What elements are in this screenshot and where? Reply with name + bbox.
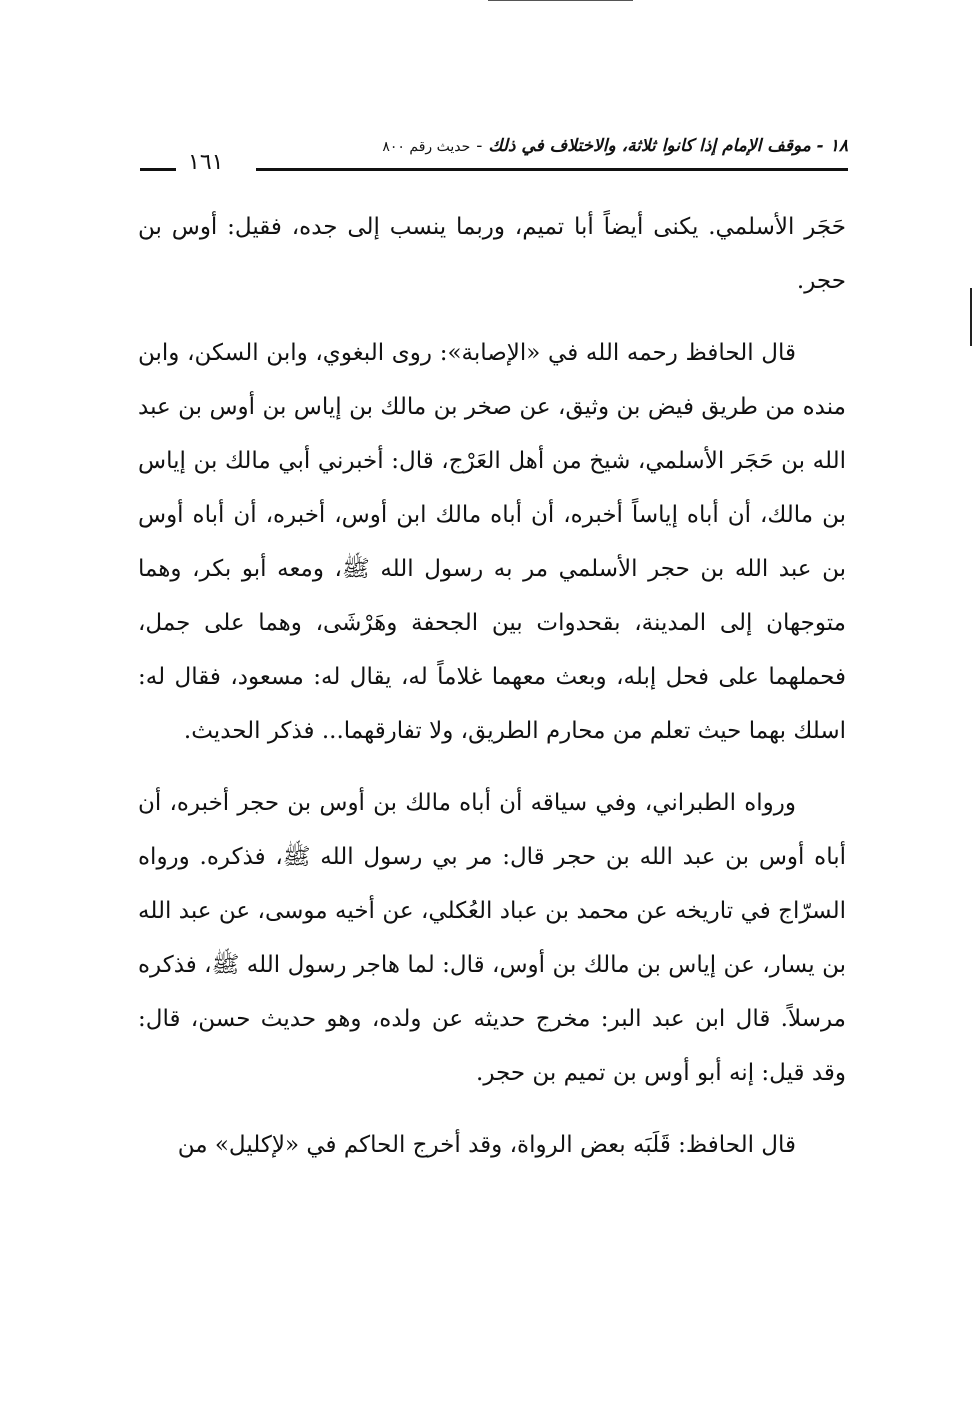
paragraph-2: قال الحافظ رحمه الله في «الإصابة»: روى البغوي، وابن السكن، وابن منده من طريق فيض بن وثيق، عن صخر بن مالك بن إياس بن أوس بن عبد الله بن حَجَر الأسلمي، شيخ من أهل العَرْج، قال: أخبرني أبي مالك بن إياس بن مالك، أن أباه إياساً أخبره، أن أباه مالك ابن أوس، أخبره، أن أباه أوس بن عبد الله بن حجر الأسلمي مر به رسول الله ﷺ، ومعه أبو بكر، وهما متوجهان إلى المدينة، بقحدوات بين الجحفة وهَرْشَى، وهما على جمل، فحملهما على فحل إبله، وبعث معهما غلاماً له، يقال له: مسعود، فقال له: اسلك بهما حيث تعلم من محارم الطريق، ولا تفارقهما... فذكر الحديث.	[138, 340, 846, 744]
page-number: ١٦١	[188, 150, 224, 175]
chapter-title: ١٨ - موقف الإمام إذا كانوا ثلاثة، والاختلاف في ذلك	[488, 136, 848, 156]
chapter-header	[382, 136, 848, 156]
paragraph-4: قال الحافظ: قَلَبَه بعض الرواة، وقد أخرج الحاكم في «لإكليل» من	[177, 1132, 796, 1158]
page-number-dash	[140, 168, 176, 171]
top-rule	[488, 0, 633, 1]
paragraph-3: ورواه الطبراني، وفي سياقه أن أباه مالك بن أوس بن حجر أخبره، أن أباه أوس بن عبد الله بن حجر قال: مر بي رسول الله ﷺ، فذكره. ورواه السرّاج في تاريخه عن محمد بن عباد العُكلي، عن أخيه موسى، عن عبد الله بن يسار، عن إياس بن مالك بن أوس، قال: لما هاجر رسول الله ﷺ، فذكره مرسلاً. قال ابن عبد البر: مخرج حديثه عن ولده، وهو حديث حسن، قال: وقد قيل: إنه أبو أوس بن تميم بن حجر.	[138, 790, 847, 1086]
scan-mark	[970, 288, 972, 346]
header-rule	[256, 168, 848, 171]
page-body	[138, 200, 846, 1190]
hadith-reference: حديث رقم ٨٠٠	[382, 139, 471, 155]
header-separator: -	[476, 136, 483, 156]
paragraph-1: حَجَر الأسلمي. يكنى أيضاً أبا تميم، وربما ينسب إلى جده، فقيل: أوس بن حجر.	[138, 214, 846, 294]
running-header	[140, 128, 848, 184]
